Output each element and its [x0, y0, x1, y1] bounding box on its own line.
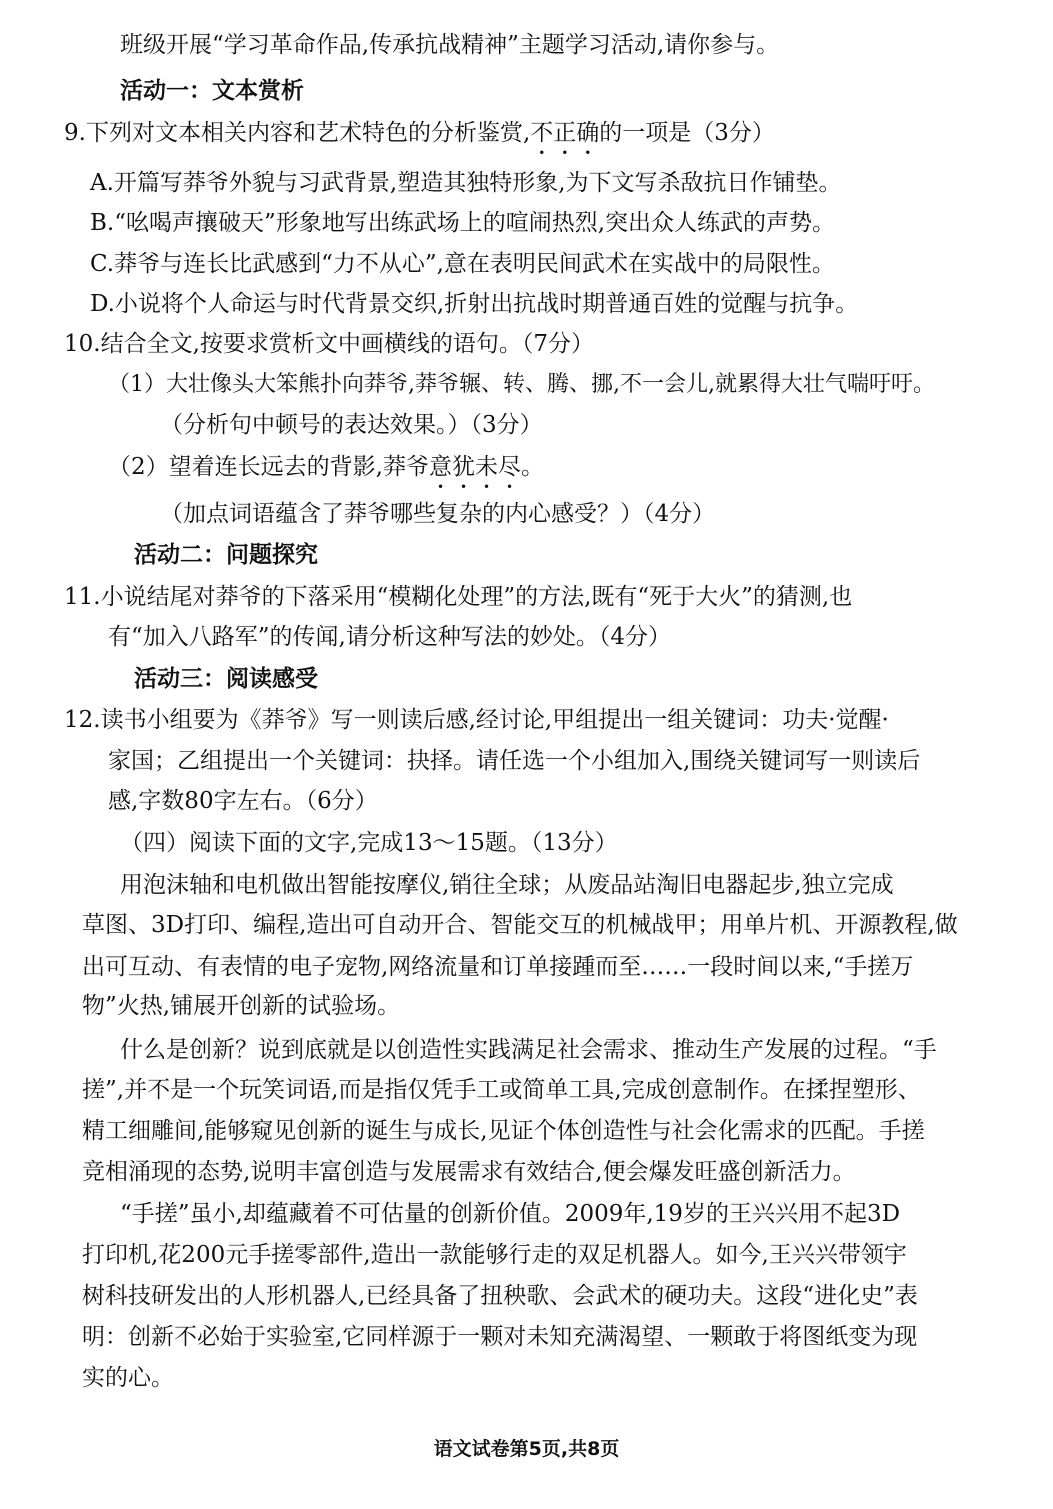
- q10-sentence-1: （1）大壮像头大笨熊扑向莽爷,莽爷辗、转、腾、挪,不一会儿,就累得大壮气喘吁吁。: [108, 372, 935, 397]
- intro-line: 班级开展“学习革命作品,传承抗战精神”主题学习活动,请你参与。: [120, 32, 780, 58]
- q9-stem-b: 的一项是（3分）: [599, 120, 775, 146]
- para2-line-1: 什么是创新？说到底就是以创造性实践满足社会需求、推动生产发展的过程。“手: [120, 1037, 937, 1063]
- para2-line-3: 精工细雕间,能够窥见创新的诞生与成长,见证个体创造性与社会化需求的匹配。手搓: [82, 1118, 925, 1144]
- q9-option-d: D.小说将个人命运与时代背景交织,折射出抗战时期普通百姓的觉醒与抗争。: [90, 291, 859, 317]
- q11-line-1: 11.小说结尾对莽爷的下落采用“模糊化处理”的方法,既有“死于大火”的猜测,也: [64, 584, 853, 610]
- q12-line-2: 家国；乙组提出一个关键词：抉择。请任选一个小组加入,围绕关键词写一则读后: [108, 748, 921, 774]
- q9-option-b: B.“吆喝声攘破天”形象地写出练武场上的喧闹热烈,突出众人练武的声势。: [90, 210, 836, 236]
- para3-line-4: 明：创新不必始于实验室,它同样源于一颗对未知充满渴望、一颗敢于将图纸变为现: [82, 1324, 918, 1350]
- para2-line-2: 搓”,并不是一个玩笑词语,而是指仅凭手工或简单工具,完成创意制作。在揉捏塑形、: [82, 1077, 921, 1103]
- q10-note-1: （分析句中顿号的表达效果。）（3分）: [160, 412, 543, 438]
- q12-line-3: 感,字数80字左右。（6分）: [108, 788, 378, 814]
- q11-line-2: 有“加入八路军”的传闻,请分析这种写法的妙处。（4分）: [108, 624, 671, 650]
- q9-option-a: A.开篇写莽爷外貌与习武背景,塑造其独特形象,为下文写杀敌抗日作铺垫。: [90, 170, 842, 196]
- q10-s2-b: 。: [520, 454, 544, 480]
- para1-line-3: 出可互动、有表情的电子宠物,网络流量和订单接踵而至……一段时间以来,“手搓万: [82, 954, 914, 980]
- question-10-stem: 10.结合全文,按要求赏析文中画横线的语句。（7分）: [64, 331, 595, 357]
- q10-s2-a: （2）望着连长远去的背影,莽爷: [108, 454, 429, 480]
- question-9-stem: [64, 118, 775, 160]
- para3-line-3: 树科技研发出的人形机器人,已经具备了扭秧歌、会武术的硬功夫。这段“进化史”表: [82, 1283, 918, 1309]
- q9-option-c: C.莽爷与连长比武感到“力不从心”,意在表明民间武术在实战中的局限性。: [90, 251, 835, 277]
- activity-3-heading: 活动三：阅读感受: [134, 665, 318, 692]
- q9-emphasis: 不正确: [530, 120, 600, 146]
- para2-line-4: 竞相涌现的态势,说明丰富创造与发展需求有效结合,便会爆发旺盛创新活力。: [82, 1159, 856, 1185]
- activity-1-heading: 活动一：文本赏析: [120, 77, 304, 104]
- q10-sentence-2: [108, 452, 544, 494]
- section-4-heading: （四）阅读下面的文字,完成13～15题。（13分）: [120, 830, 618, 856]
- q10-note-2: （加点词语蕴含了莽爷哪些复杂的内心感受？）（4分）: [160, 501, 716, 527]
- para1-line-4: 物”火热,铺展开创新的试验场。: [82, 993, 401, 1019]
- q10-emphasis: 意犹未尽: [428, 454, 521, 480]
- activity-2-heading: 活动二：问题探究: [134, 541, 318, 568]
- page-footer: 语文试卷第5页,共8页: [433, 1438, 620, 1460]
- para3-line-2: 打印机,花200元手搓零部件,造出一款能够行走的双足机器人。如今,王兴兴带领宇: [82, 1242, 907, 1268]
- para3-line-1: “手搓”虽小,却蕴藏着不可估量的创新价值。2009年,19岁的王兴兴用不起3D: [120, 1201, 901, 1227]
- para1-line-2: 草图、3D打印、编程,造出可自动开合、智能交互的机械战甲；用单片机、开源教程,做: [82, 912, 958, 938]
- para3-line-5: 实的心。: [82, 1365, 174, 1391]
- q12-line-1: 12.读书小组要为《莽爷》写一则读后感,经讨论,甲组提出一组关键词：功夫·觉醒·: [64, 707, 889, 733]
- para1-line-1: 用泡沫轴和电机做出智能按摩仪,销往全球；从废品站淘旧电器起步,独立完成: [120, 872, 894, 898]
- q9-stem-a: 9.下列对文本相关内容和艺术特色的分析鉴赏,: [64, 120, 531, 146]
